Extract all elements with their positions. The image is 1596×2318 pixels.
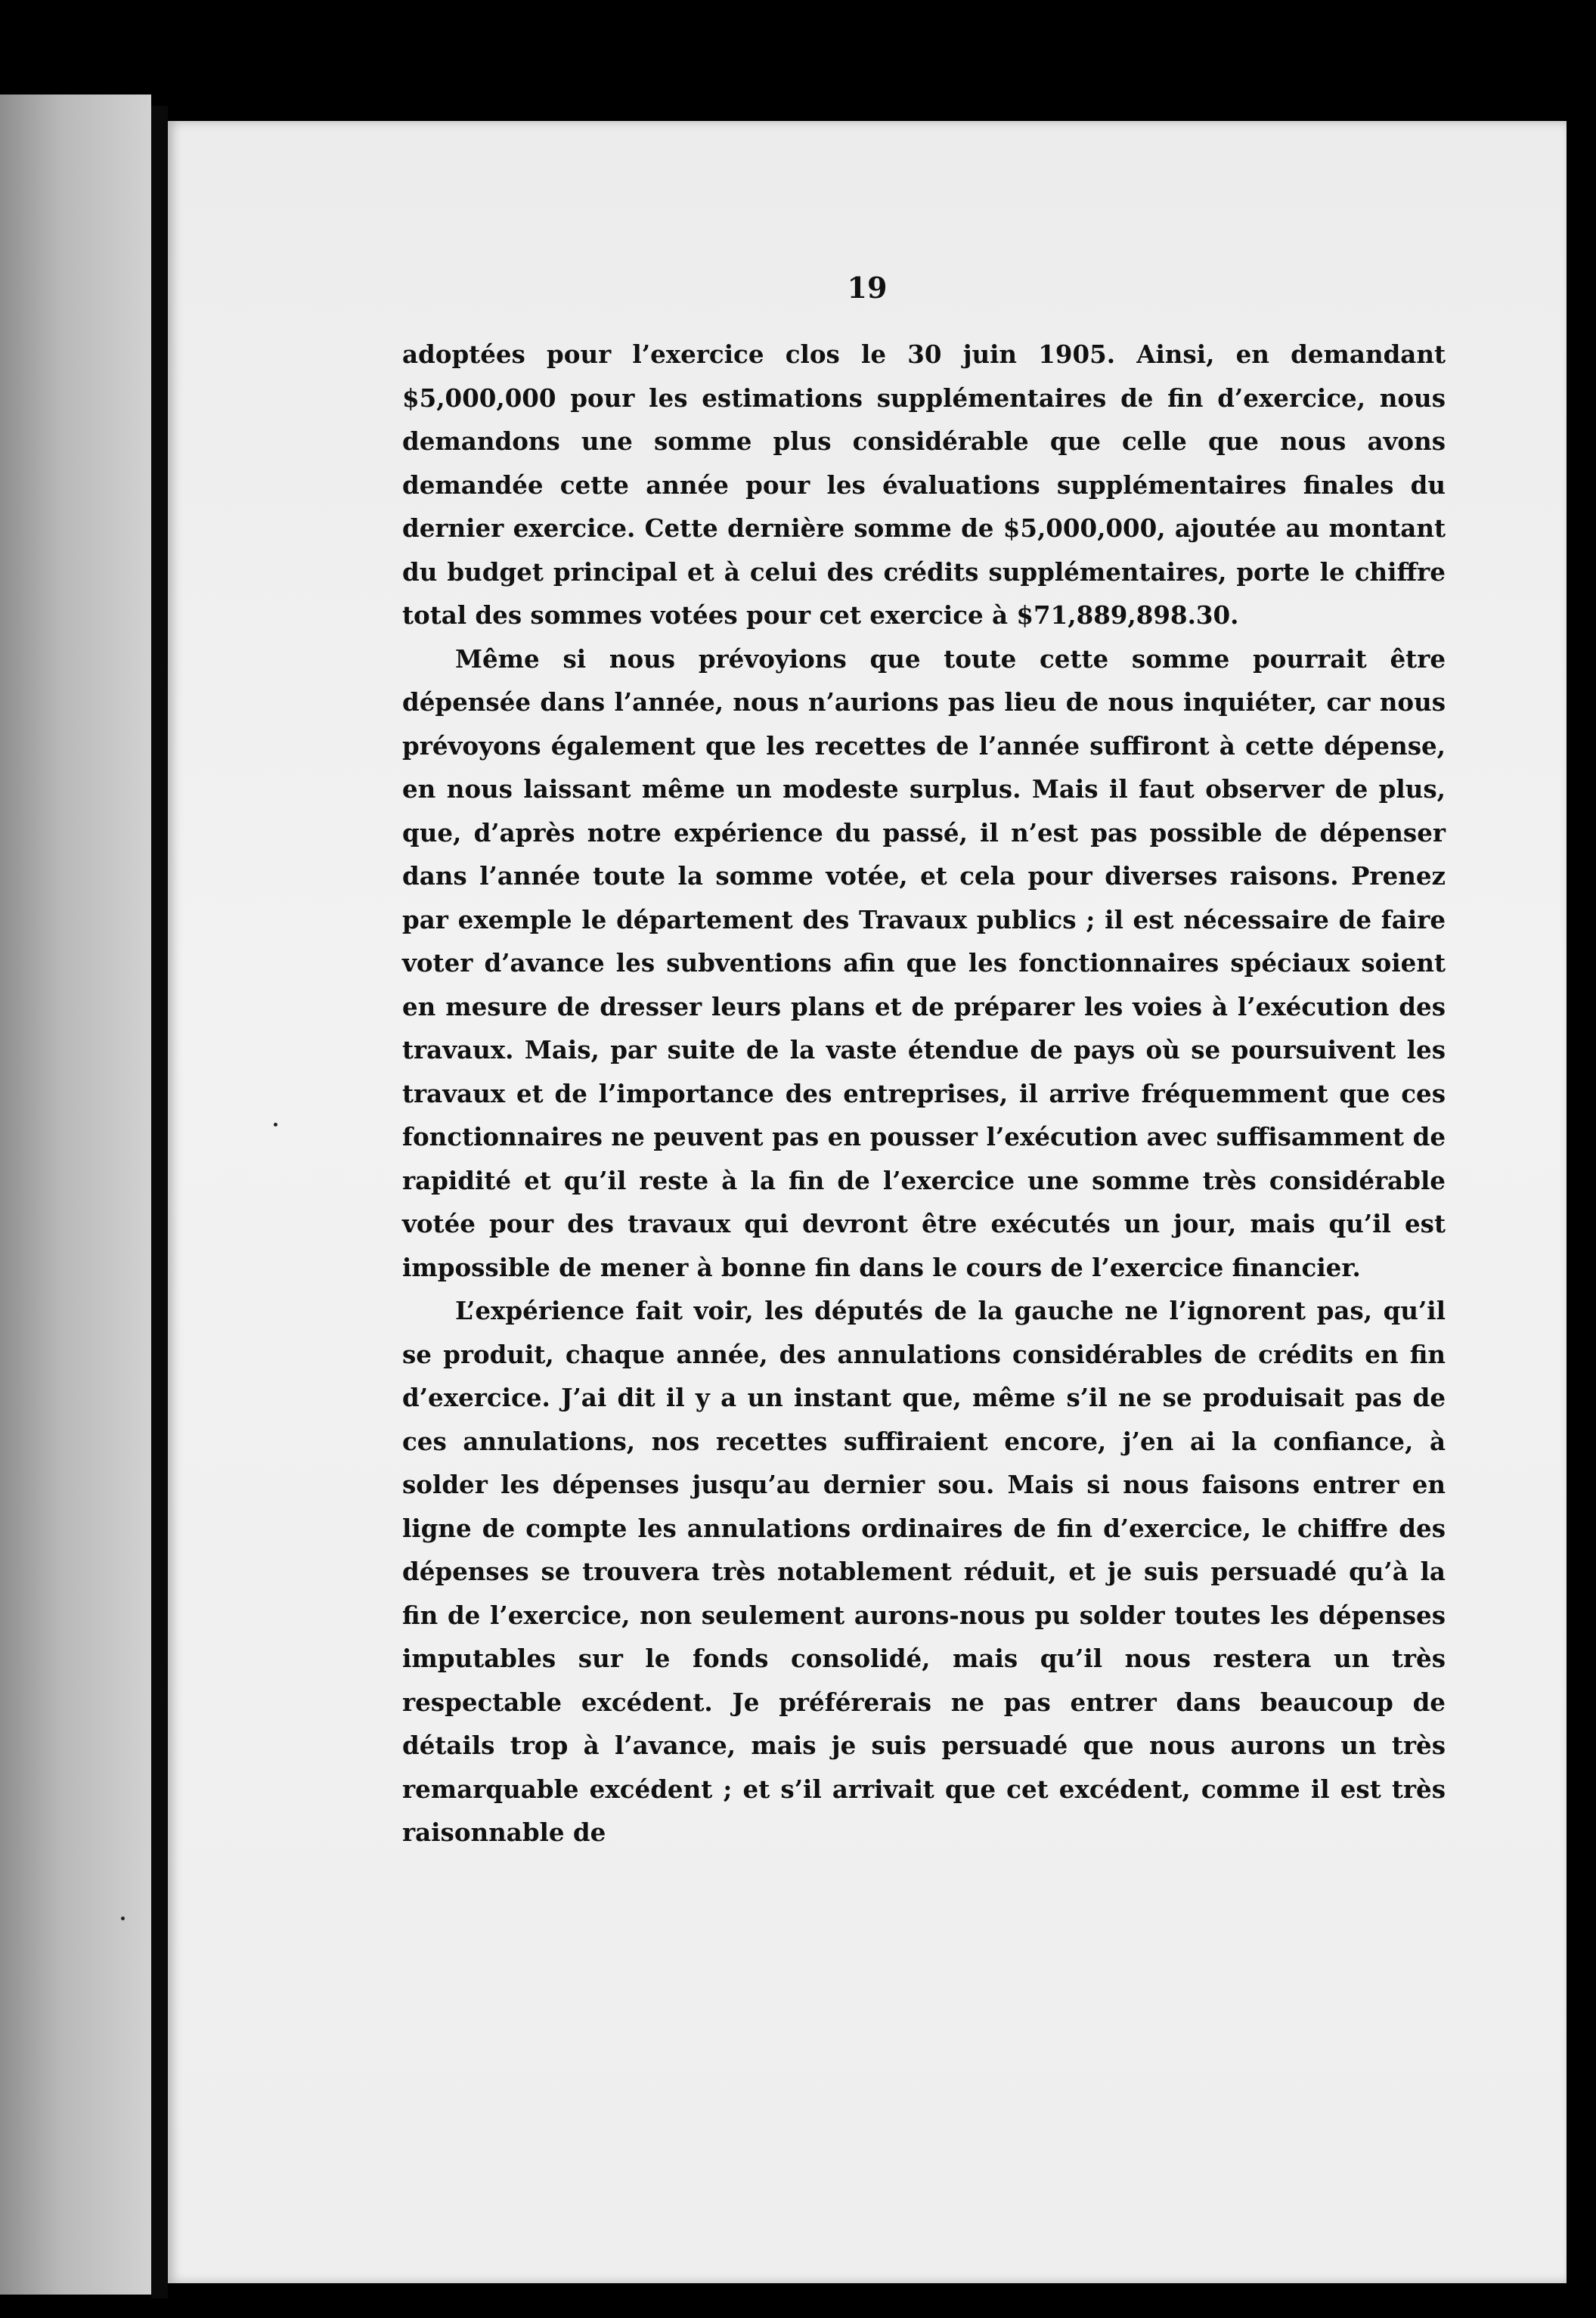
speck-mark — [121, 1917, 125, 1920]
paragraph-3: L’expérience fait voir, les députés de la gauche ne l’ignorent pas, qu’il se produit, chaque année, des annulations considérables de crédits en fin d’exercice. J’ai dit il y a un instant que, même s’il ne se produisait pas de ces annulations, nos recettes suffiraient encore, j’en ai la confiance, à solder les dépenses jusqu’au dernier sou. Mais si nous faisons entrer en ligne de compte les annulations ordinaires de fin d’exercice, le chiffre des dépenses se trouvera très notablement réduit, et je suis persuadé qu’à la fin de l’exercice, non seulement aurons-nous pu solder toutes les dépenses imputables sur le fonds consolidé, mais qu’il nous restera un très respectable excédent. Je préférerais ne pas entrer dans beaucoup de détails trop à l’avance, mais je suis persuadé que nous aurons un très remarquable excédent ; et s’il arrivait que cet excédent, comme il est très raisonnable de — [402, 1296, 1446, 1847]
book-page — [168, 121, 1567, 2283]
body-text — [402, 333, 1446, 1855]
paragraph-2: Même si nous prévoyions que toute cette somme pourrait être dépensée dans l’année, nous n’aurions pas lieu de nous inquiéter, car nous prévoyons également que les recettes de l’année suffiront à cette dépense, en nous laissant même un modeste surplus. Mais il faut observer de plus, que, d’après notre expérience du passé, il n’est pas possible de dépenser dans l’année toute la somme votée, et cela pour diverses raisons. Prenez par exemple le département des Travaux publics ; il est nécessaire de faire voter d’avance les subventions afin que les fonctionnaires spéciaux soient en mesure de dresser leurs plans et de préparer les voies à l’exécution des travaux. Mais, par suite de la vaste étendue de pays où se poursuivent les travaux et de l’importance des entreprises, il arrive fréquemment que ces fonctionnaires ne peuvent pas en pousser l’exécution avec suffisamment de rapidité et qu’il reste à la fin de l’exercice une somme très considérable votée pour des travaux qui devront être exécutés un jour, mais qu’il est impossible de mener à bonne fin dans le cours de l’exercice financier. — [402, 643, 1446, 1282]
left-page-edge — [0, 95, 151, 2295]
speck-mark — [274, 1123, 277, 1126]
paragraph-1: adoptées pour l’exercice clos le 30 juin 1905. Ainsi, en demandant $5,000,000 pour les estimations supplémentaires de fin d’exercice, nous demandons une somme plus considérable que celle que nous avons demandée cette année pour les évaluations supplémentaires finales du dernier exercice. Cette dernière somme de $5,000,000, ajoutée au montant du budget principal et à celui des crédits supplémentaires, porte le chiffre total des sommes votées pour cet exercice à $71,889,898.30. — [402, 339, 1446, 630]
page-number: 19 — [847, 271, 888, 305]
book-gutter — [151, 106, 168, 2298]
